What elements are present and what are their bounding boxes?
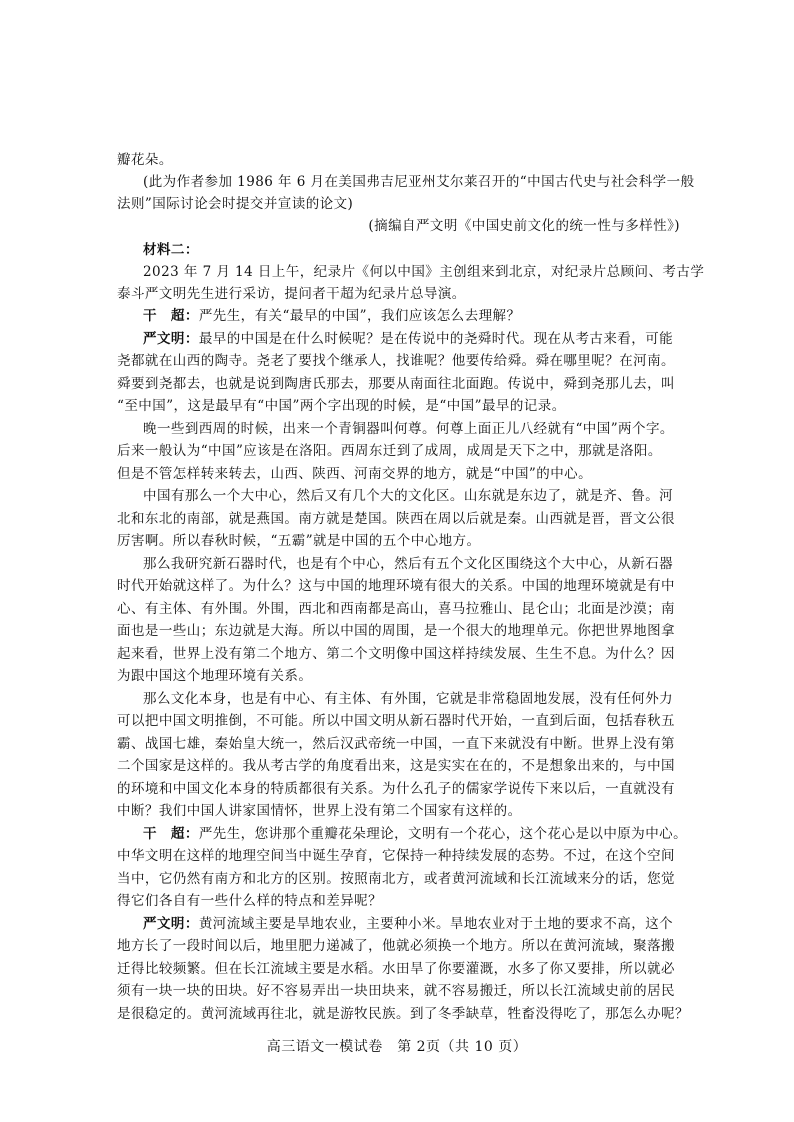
text-line: 那么我研究新石器时代，也是有个中心，然后有五个文化区围绕这个大中心，从新石器 <box>143 556 674 572</box>
text-line: 后来一般认为“中国”应该是在洛阳。西周东迁到了成周，成周是天下之中，那就是洛阳。 <box>117 443 662 459</box>
text-line: 北和东北的南部，就是燕国。南方就是楚国。陕西在周以后就是秦。山西就是晋，晋文公很 <box>117 511 675 527</box>
text-line: 瓣花朵。 <box>117 152 173 168</box>
text-line: 严先生，有关“最早的中国”，我们应该怎么去理解？ <box>198 308 521 324</box>
source-citation: (摘编自严文明《中国史前文化的统一性与多样性》) <box>368 218 680 234</box>
text-line: 的环境和中国文化本身的特质都很有关系。为什么孔子的儒家学说传下来以后，一直就没有 <box>117 781 675 797</box>
text-line: 当中，它仍然有南方和北方的区别。按照南北方，或者黄河流域和长江流域来分的话，您觉 <box>117 871 675 887</box>
text-line: 那么文化本身，也是有中心、有主体、有外围，它就是非常稳固地发展，没有任何外力 <box>143 691 674 707</box>
text-line: 起来看，世界上没有第二个地方、第二个文明像中国这样持续发展、生生不息。为什么？因 <box>117 646 675 662</box>
speaker-label: 干 超： <box>143 308 199 324</box>
text-line: 面也是一些山；东边就是大海。所以中国的周围，是一个很大的地理单元。你把世界地图拿 <box>117 623 675 639</box>
text-line: “至中国”，这是最早有“中国”两个字出现的时候，是“中国”最早的记录。 <box>117 398 566 414</box>
dialogue-answer <box>143 329 673 349</box>
text-line: 中断？我们中国人讲家国情怀，世界上没有第二个国家有这样的。 <box>117 803 522 819</box>
text-line: 最早的中国是在什么时候呢？是在传说中的尧舜时代。现在从考古来看，可能 <box>198 331 674 347</box>
text-line: 中国有那么一个大中心，然后又有几个大的文化区。山东就是东边了，就是齐、鲁。河 <box>143 488 674 504</box>
text-line: 黄河流域主要是旱地农业，主要种小米。旱地农业对于土地的要求不高，这个 <box>198 916 674 932</box>
text-line: 2023 年 7 月 14 日上午，纪录片《何以中国》主创组来到北京，对纪录片总顾问、考古学 <box>143 264 705 280</box>
text-line: 可以把中国文明推倒，不可能。所以中国文明从新石器时代开始，一直到后面，包括春秋五 <box>117 713 675 729</box>
text-line: 泰斗严文明先生进行采访，提问者干超为纪录片总导演。 <box>117 286 466 302</box>
text-line: 为跟中国这个地理环境有关系。 <box>117 668 313 684</box>
text-line: 晚一些到西周的时候，出来一个青铜器叫何尊。何尊上面正儿八经就有“中国”两个字。 <box>143 421 674 437</box>
text-line: 迁得比较频繁。但在长江流域主要是水稻。水田旱了你要灌溉，水多了你又要排，所以就必 <box>117 961 675 977</box>
text-line: 但是不管怎样转来转去，山西、陕西、河南交界的地方，就是“中国”的中心。 <box>117 466 593 482</box>
text-line: 时代开始就这样了。为什么？这与中国的地理环境有很大的关系。中国的地理环境就是有中 <box>117 578 675 594</box>
speaker-label: 严文明： <box>143 916 199 932</box>
page-footer: 高三语文一模试卷 第 2页（共 10 页） <box>266 1039 528 1055</box>
note-line: 法则”国际讨论会时提交并宣读的论文) <box>117 196 354 212</box>
text-line: 心、有主体、有外围。外围，西北和西南都是高山，喜马拉雅山、昆仑山；北面是沙漠；南 <box>117 601 675 617</box>
text-line: 中华文明在这样的地理空间当中诞生孕育，它保持一种持续发展的态势。不过，在这个空间 <box>117 848 675 864</box>
text-line: 地方长了一段时间以后，地里肥力递减了，他就必须换一个地方。所以在黄河流域，聚落搬 <box>117 938 675 954</box>
text-line: 尧都就在山西的陶寺。尧老了要找个继承人，找谁呢？他要传给舜。舜在哪里呢？在河南。 <box>117 353 675 369</box>
dialogue-answer <box>143 914 673 934</box>
text-line: 厉害啊。所以春秋时候，“五霸”就是中国的五个中心地方。 <box>117 533 481 549</box>
text-line: 严先生，您讲那个重瓣花朵理论，文明有一个花心，这个花心是以中原为中心。 <box>198 826 688 842</box>
text-line: 得它们各自有一些什么样的特点和差异呢？ <box>117 893 383 909</box>
speaker-label: 严文明： <box>143 331 199 347</box>
speaker-label: 干 超： <box>143 826 199 842</box>
note-line: (此为作者参加 1986 年 6 月在美国弗吉尼亚州艾尔莱召开的“中国古代史与社会科学一般 <box>143 174 695 190</box>
text-line: 须有一块一块的田块。好不容易弄出一块田块来，就不容易搬迁，所以长江流域史前的居民 <box>117 983 675 999</box>
dialogue-question <box>143 824 687 844</box>
text-line: 二个国家是这样的。我从考古学的角度看出来，这是实实在在的，不是想象出来的，与中国 <box>117 758 675 774</box>
text-line: 是很稳定的。黄河流域再往北，就是游牧民族。到了冬季缺草，牲畜没得吃了，那怎么办呢？ <box>117 1006 689 1022</box>
text-line: 霸、战国七雄，秦始皇大统一，然后汉武帝统一中国，一直下来就没有中断。世界上没有第 <box>117 736 675 752</box>
text-line: 舜要到尧都去，也就是说到陶唐氏那去，那要从南面往北面跑。传说中，舜到尧那儿去，叫 <box>117 376 675 392</box>
section-heading: 材料二： <box>143 242 199 258</box>
dialogue-question <box>143 306 520 326</box>
